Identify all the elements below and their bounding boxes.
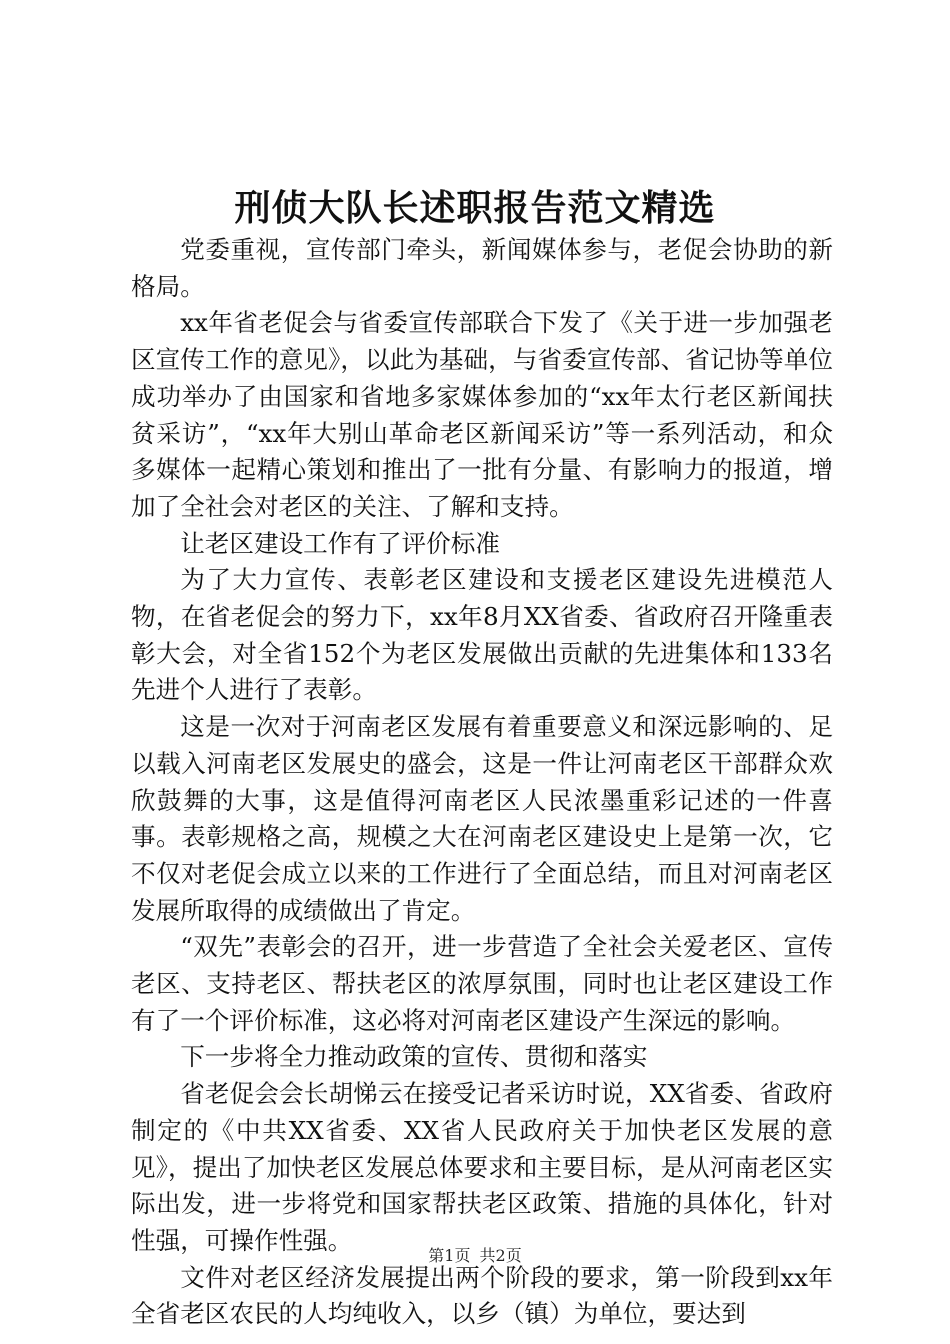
paragraph: 这是一次对于河南老区发展有着重要意义和深远影响的、足以载入河南老区发展史的盛会，这是一件让河南老区干部群众欢欣鼓舞的大事，这是值得河南老区人民浓墨重彩记述的一件喜事。表彰规格之高，规模之大在河南老区建设史上是第一次，它不仅对老促会成立以来的工作进行了全面总结，而且对河南老区发展所取得的成绩做出了肯定。 (131, 712, 833, 925)
paragraph: “双先”表彰会的召开，进一步营造了全社会关爱老区、宣传老区、支持老区、帮扶老区的浓厚氛围，同时也让老区建设工作有了一个评价标准，这必将对河南老区建设产生深远的影响。 (131, 932, 833, 1035)
page-title: 刑侦大队长述职报告范文精选 (234, 187, 716, 229)
paragraph: 文件对老区经济发展提出两个阶段的要求，第一阶段到xx年全省老区农民的人均纯收入，以乡（镇）为单位，要达到 (131, 1262, 833, 1329)
page-total: 共2页 (479, 1246, 522, 1265)
section-heading: 下一步将全力推动政策的宣传、贯彻和落实 (180, 1042, 648, 1072)
section-heading: 让老区建设工作有了评价标准 (180, 528, 500, 558)
paragraph: 为了大力宣传、表彰老区建设和支援老区建设先进模范人物，在省老促会的努力下，xx年8月XX省委、省政府召开隆重表彰大会，对全省152个为老区发展做出贡献的先进集体和133名先进个人进行了表彰。 (131, 565, 833, 705)
paragraph: 省老促会会长胡悌云在接受记者采访时说，XX省委、省政府制定的《中共XX省委、XX省人民政府关于加快老区发展的意见》，提出了加快老区发展总体要求和主要目标，是从河南老区实际出发，进一步将党和国家帮扶老区政策、措施的具体化，针对性强，可操作性强。 (131, 1079, 833, 1255)
paragraph: 党委重视，宣传部门牵头，新闻媒体参与，老促会协助的新格局。 (131, 235, 833, 301)
page-footer (0, 1243, 950, 1266)
document-body (131, 232, 833, 1333)
paragraph: xx年省老促会与省委宣传部联合下发了《关于进一步加强老区宣传工作的意见》，以此为基础，与省委宣传部、省记协等单位成功举办了由国家和省地多家媒体参加的“xx年太行老区新闻扶贫采访”，“xx年大别山革命老区新闻采访”等一系列活动，和众多媒体一起精心策划和推出了一批有分量、有影响力的报道，增加了全社会对老区的关注、了解和支持。 (131, 308, 833, 521)
page-number: 第1页 (428, 1246, 471, 1265)
